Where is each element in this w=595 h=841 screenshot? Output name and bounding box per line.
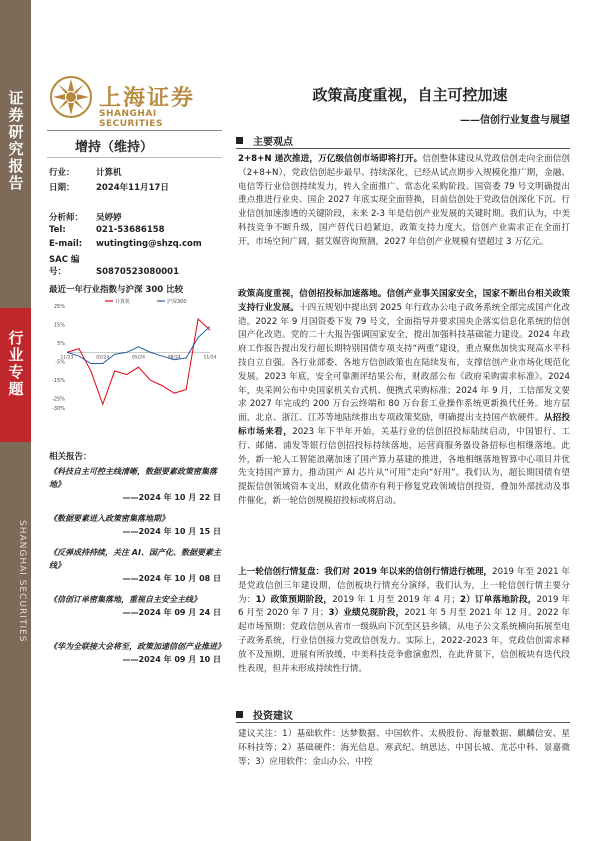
related-report-item[interactable] <box>49 593 221 619</box>
section-heading-invest: 投资建议 <box>236 707 293 722</box>
meta-row-industry: 行业： 计算机 <box>49 168 122 178</box>
divider <box>47 130 222 131</box>
x-tick-label: 02/24 <box>96 355 110 361</box>
related-report-item[interactable] <box>49 546 221 585</box>
related-report-date: ——2024 年 09 月 24 日 <box>122 608 221 617</box>
related-report-title: 《数据要素进入政策密集落地期》 <box>49 514 169 523</box>
x-tick-label: 11/23 <box>60 355 74 361</box>
related-report-date: ——2024 年 10 月 15 日 <box>122 527 221 536</box>
section-divider <box>236 722 570 723</box>
side-label-category: 行业专题 <box>8 329 24 398</box>
related-report-title: 《反弹成持持续，关注 AI、国产化、数据要素主线》 <box>49 548 221 570</box>
related-report-date: ——2024 年 10 月 22 日 <box>122 493 221 502</box>
report-subtitle: ——信创行业复盘与展望 <box>460 115 570 126</box>
y-tick-label: -5% <box>55 359 65 366</box>
x-tick-label: 08/24 <box>167 355 181 361</box>
y-tick-label: 25% <box>53 304 65 310</box>
meta-row-analyst: 分析师： 吴婷婷 <box>49 213 122 223</box>
related-reports-title: 相关报告： <box>49 452 92 462</box>
divider <box>47 157 222 158</box>
rating-badge: 增持（维持） <box>75 140 154 155</box>
index-comparison-chart <box>45 296 217 421</box>
paragraph-investment-advice: 建议关注：1）基础软件：达梦数据、中国软件、太极股份、海量数据、麒麟信安、星环科技等；2）基础硬件：海光信息、寒武纪、纳思达、中国长城、龙芯中科、景嘉微等；3）应用软件：金山办公、中控 <box>238 729 570 767</box>
meta-row-tel: Tel: 021-53686158 <box>49 225 165 235</box>
related-report-title: 《信创订单密集落地，重视自主安全主线》 <box>49 595 201 604</box>
side-label-report-type: 证券研究报告 <box>8 89 24 192</box>
logo-mark-icon <box>49 75 93 119</box>
company-logo <box>49 75 214 129</box>
meta-row-date: 日期： 2024年11月17日 <box>49 183 169 193</box>
related-report-title: 《科技自主可控主线清晰，数据要素政策密集落地》 <box>49 467 217 489</box>
y-tick-label: 5% <box>57 341 65 348</box>
x-tick-label: 11/24 <box>203 355 217 361</box>
related-report-date: ——2024 年 10 月 08 日 <box>122 574 221 583</box>
y-tick-label: -15% <box>52 378 65 385</box>
report-title: 政策高度重视，自主可控加速 <box>312 86 508 104</box>
legend-label: 计算机 <box>115 299 131 305</box>
paragraph-policy: 政策高度重视，信创招投标加速落地。信创产业事关国家安全，国家不断出台相关政策支持行业发展。十四五规划中提出到 2025 年行政办公电子政务系统全部完成国产化改造。2022 年 9 月国资委下发 79 号文，全面指导并要求国央企落实信息化系统的信创国产化改造。党的二十大报告强调国家安全，提出加强科技基础能力建设。2024 年政府工作报告提出发行超长期特别国债专项支持“两重”建设，重点聚焦加快实现高水平科技自立自强。各行业部委、各地方信创政策也在陆续发布，支撑信创产业市场化规范化发展。2023 年底，安全可靠测评结果公布，财政部公布《政府采购需求标准》。2024 年，央采网公布中央国家机关台式机、便携式采购标准；2024 年 9 月，工信部发文要求 2027 年完成约 200 万台云终端和 80 万台套工业操作系统更新换代任务。地方层面，北京、浙江、江苏等地陆续推出专项政策奖励，明确提出支持国产软硬件。从招投标市场来看，2023 年下半年开始，关基行业的信创招投标陆续启动，中国银行、工行、邮储、浦发等银行信创招投标持续落地，运营商服务器设备招标也相继落地。此外，新一轮人工智能浪潮加速了国产算力基建的推进，各地相继落地智算中心项目并优先支持国产算力，推动国产 AI 芯片从“可用”走向“好用”。我们认为，超长期国债有望提振信创领域资本支出，财政化债亦有利于修复党政领域信创投资，叠加外部扰动及事件催化，新一轮信创规模招投标或将启动。 <box>238 289 570 506</box>
paragraph-review: 上一轮信创行情复盘：我们对 2019 年以来的信创行情进行梳理，2019 年至 2021 年是党政信创三年建设期，信创板块行情充分演绎，我们认为，上一轮信创行情主要分为：1）政策预期阶段，2019 年 1 月至 2019 年 4 月；2）订单落地阶段，2019 年 6 月至 2020 年 7 月；3）业绩兑现阶段，2021 年 5 月至 2021 年 12 月。2022 年起市场预期：党政信创从省市一级纵向下沉至区县乡镇，从电子公文系统横向拓展至电子政务系统，行业信创接力党政信创发力。实际上，2022-2023 年，党政信创需求释放不及预期，进展有所放缓，中美科技竞争愈演愈烈，在此背景下，信创板块有迭代段性表现，但并未形成持续性行情。 <box>238 567 571 674</box>
related-report-item[interactable] <box>49 640 225 666</box>
side-label-english: SHANGHAI SECURITIES <box>17 520 27 643</box>
related-report-item[interactable] <box>49 465 221 504</box>
section-heading-main: 主要观点 <box>236 133 293 148</box>
y-tick-label: 15% <box>53 322 65 329</box>
y-tick-label: -30% <box>52 406 65 412</box>
paragraph-market-size: 2+8+N 递次推进，万亿级信创市场即将打开。信创整体建设从党政信创走向全面信创（2+8+N），党政信创起步最早、持续深化，已经从试点期步入规模化推广期，金融、电信等行业信创持续发力，转入全面推广、常态化采购阶段。国资委 79 号文明确提出重点推进行业央、国企 2027 年底实现全面替换，目前信创处于党政信创深化下沉、行业信创加速渗透的关键阶段，未来 2-3 年是信创产业发展的关键时期。我们认为，中美科技竞争不断升级，国产替代日趋紧迫，政策支持力度大，信创产业需求正在全面打开，市场空间广阔，据艾媒咨询预测，2027 年信创产业规模有望超过 3 万亿元。 <box>238 154 570 247</box>
section-divider <box>236 148 570 149</box>
meta-row-email[interactable]: E-mail: wutingting@shzq.com <box>49 239 202 249</box>
meta-row-sac: SAC 编号： S0870523080001 <box>49 255 180 277</box>
related-report-item[interactable] <box>49 512 221 538</box>
related-report-title: 《华为全联接大会将至，政策加速信创产业推进》 <box>49 642 225 651</box>
bullet-square-icon <box>236 137 243 144</box>
logo-chinese-text: 上海证券 <box>99 86 196 111</box>
legend-label: 沪深300 <box>167 299 187 305</box>
x-tick-label: 05/24 <box>132 355 145 361</box>
related-report-date: ——2024 年 09 月 10 日 <box>122 655 221 664</box>
logo-english-text: SHANGHAI SECURITIES <box>99 109 163 129</box>
chart-title: 最近一年行业指数与沪深 300 比较 <box>49 285 184 295</box>
bullet-square-icon <box>236 711 243 718</box>
y-tick-label: -25% <box>52 396 65 403</box>
